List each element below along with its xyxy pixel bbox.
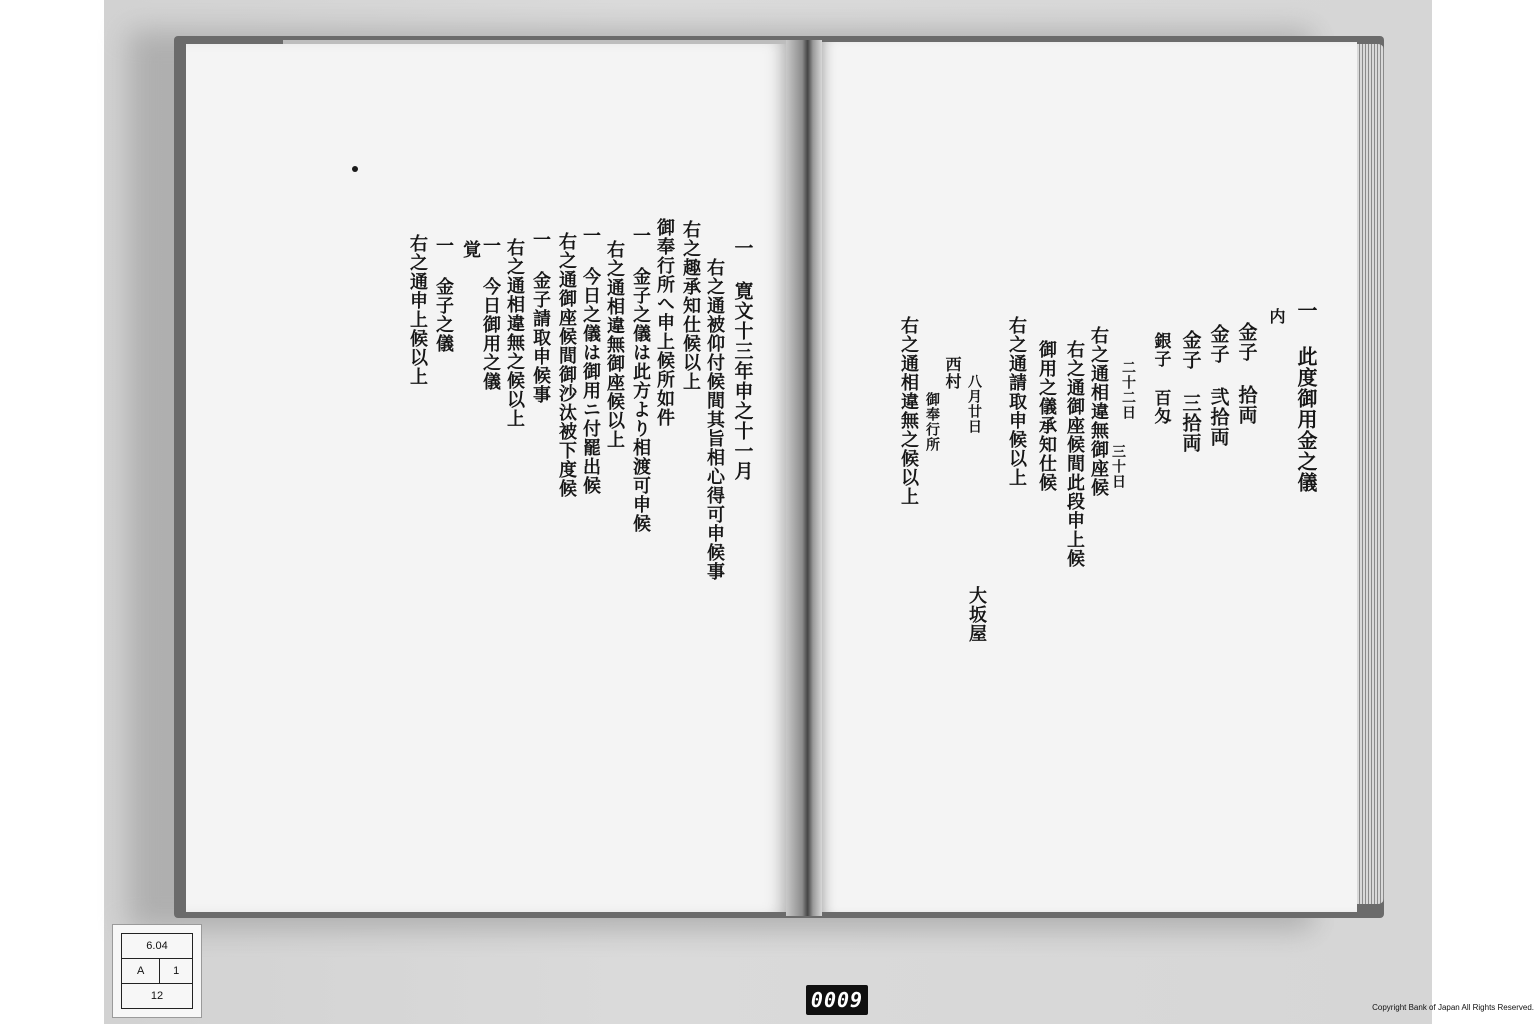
manuscript-column: 右之通相違無御座候以上	[604, 240, 625, 449]
frame-number: 0009	[806, 985, 868, 1015]
index-row-3: 12	[122, 984, 193, 1009]
manuscript-column: 三十日	[1110, 444, 1126, 489]
index-card	[112, 924, 202, 1018]
manuscript-column: 内	[1267, 308, 1286, 325]
manuscript-column: 大坂屋	[966, 586, 987, 643]
manuscript-column: 右之通申上候以上	[407, 234, 428, 386]
manuscript-column: 右之通御座候間此段申上候	[1064, 340, 1085, 568]
manuscript-column: 二十二日	[1120, 360, 1136, 420]
manuscript-column: 一 今日之儀は御用ニ付罷出候	[580, 226, 601, 495]
manuscript-column: 西村	[943, 356, 962, 390]
manuscript-column: 一 金子之儀は此方より相渡可申候	[630, 226, 651, 533]
manuscript-column: 一 今日御用之儀	[480, 236, 501, 391]
manuscript-column: 右之通御座候間御沙汰被下度候	[556, 232, 577, 498]
page-edges	[1357, 44, 1384, 904]
manuscript-column: 銀子 百匁	[1150, 332, 1171, 425]
index-row-2-right: 1	[160, 959, 193, 984]
manuscript-column: 御奉行所	[924, 392, 940, 452]
manuscript-column: 八月廿日	[966, 374, 982, 434]
manuscript-column: 一 金子請取申候事	[530, 230, 551, 404]
book-gutter	[786, 40, 822, 916]
left-page	[186, 44, 786, 912]
manuscript-column: 金子 弐拾両	[1207, 324, 1230, 447]
ink-mark	[352, 166, 358, 172]
manuscript-column: 一 此度御用金之儀	[1294, 300, 1318, 493]
copyright-notice: Copyright Bank of Japan All Rights Reserved.	[1372, 1003, 1534, 1012]
manuscript-column: 右之通相違無御座候	[1088, 326, 1109, 497]
manuscript-column: 一 金子之儀	[433, 236, 454, 353]
manuscript-column: 右之趣承知仕候以上	[680, 220, 701, 391]
index-table	[121, 933, 193, 1009]
manuscript-column: 御奉行所へ申上候所如件	[654, 218, 675, 427]
index-row-2-left: A	[122, 959, 160, 984]
manuscript-column: 一 寛文十三年申之十一月	[731, 238, 754, 481]
manuscript-column: 金子 拾両	[1235, 322, 1258, 425]
manuscript-column: 右之通被仰付候間其旨相心得可申候事	[704, 258, 725, 581]
manuscript-column: 金子 三拾両	[1179, 330, 1202, 453]
manuscript-column: 御用之儀承知仕候	[1036, 340, 1057, 492]
index-row-1: 6.04	[122, 934, 193, 959]
manuscript-column: 右之通請取申候以上	[1006, 316, 1027, 487]
manuscript-column: 覚	[460, 240, 481, 259]
manuscript-column: 右之通相違無之候以上	[504, 238, 525, 428]
manuscript-column: 右之通相違無之候以上	[898, 316, 919, 506]
